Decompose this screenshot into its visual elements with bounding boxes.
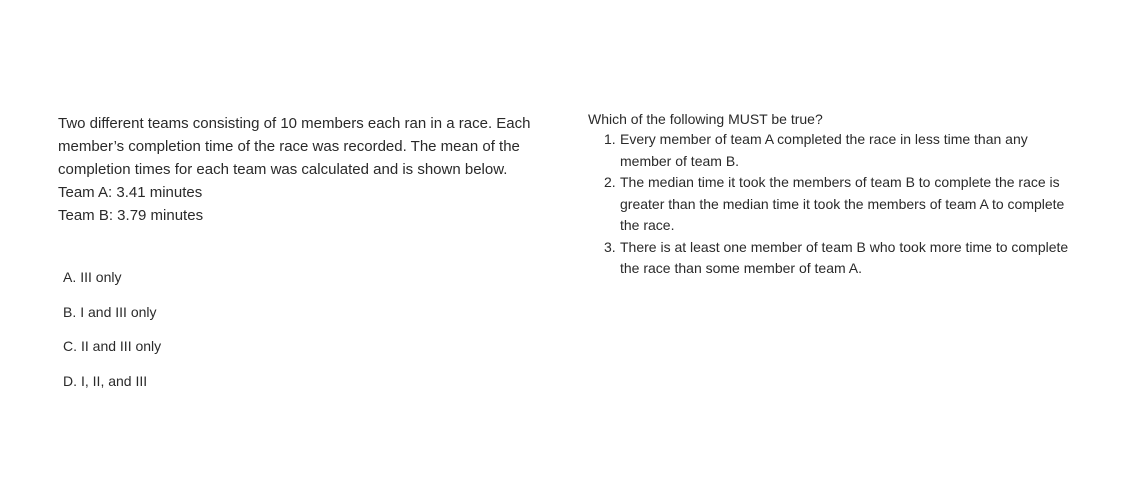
statement-item (588, 237, 1082, 280)
team-b-mean: Team B: 3.79 minutes (58, 207, 204, 224)
choice-letter: A. (63, 269, 77, 285)
choice-text: II and III only (81, 338, 162, 354)
team-a-mean: Team A: 3.41 minutes (58, 184, 203, 201)
statement-text: The median time it took the members of team B to complete the race is greater than the median time it took the members of team A to complete the race. (620, 174, 1065, 233)
choice-letter: D. (63, 372, 77, 389)
choice-letter: C. (63, 338, 77, 354)
answer-choice-a[interactable] (63, 268, 558, 286)
statement-text: Every member of team A completed the race in less time than any member of team B. (620, 131, 1028, 169)
question-prompt: Which of the following MUST be true? (588, 111, 823, 127)
choice-letter: B. (63, 303, 77, 320)
choice-text: III only (80, 269, 122, 285)
statement-text: There is at least one member of team B who took more time to complete the race than some member of team A. (620, 238, 1069, 276)
question-pane (588, 109, 1088, 280)
statement-item (588, 129, 1082, 172)
statement-item (588, 172, 1082, 237)
statement-number: 1. (604, 131, 616, 147)
choice-text: I, II, and III (81, 372, 148, 389)
passage-intro: Two different teams consisting of 10 members each ran in a race. Each member’s completion time of the race was recorded. The mean of the completion times for each team was calculated and is shown below. (58, 115, 531, 178)
choice-text: I and III only (80, 303, 157, 320)
answer-choice-d[interactable] (63, 372, 558, 390)
answer-choice-c[interactable] (63, 337, 558, 355)
statement-number: 2. (604, 174, 616, 190)
answer-choice-b[interactable] (63, 303, 558, 321)
passage (58, 112, 558, 227)
statement-list (588, 129, 1088, 280)
answer-choices (63, 268, 558, 390)
statement-number: 3. (604, 238, 616, 255)
passage-pane (58, 112, 558, 406)
